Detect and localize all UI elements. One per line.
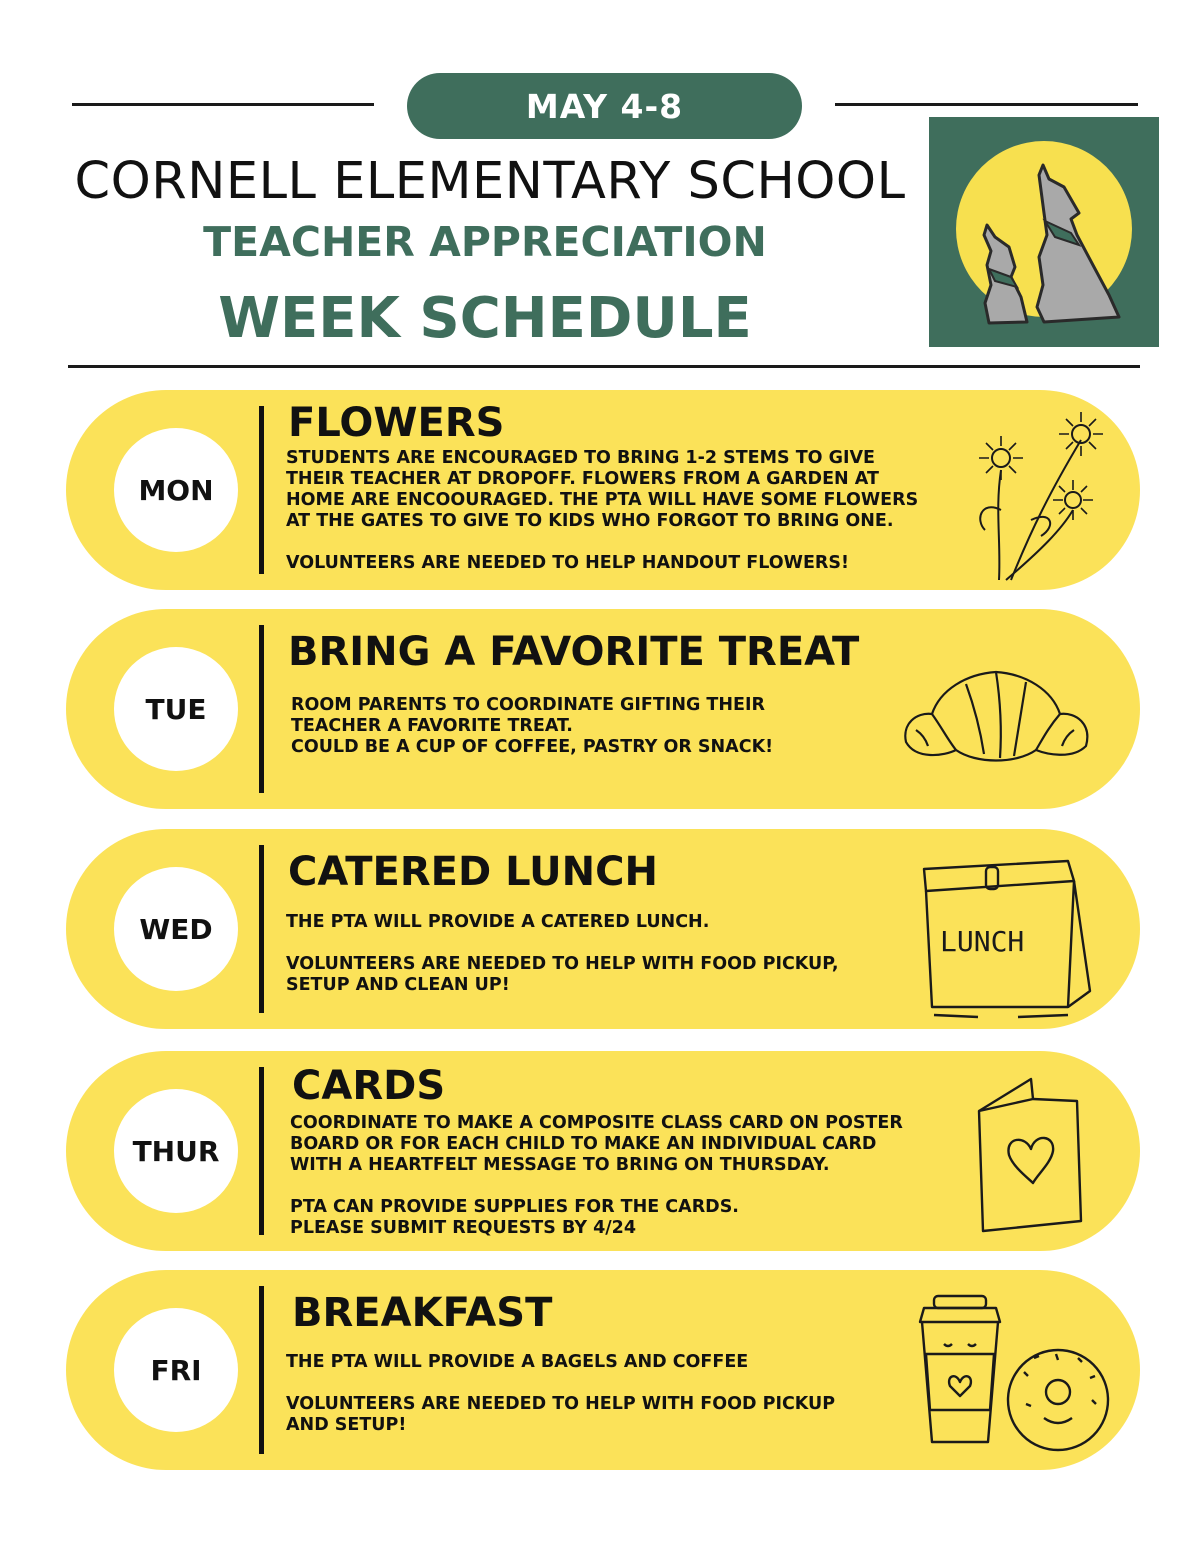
card-title: CATERED LUNCH bbox=[288, 849, 658, 895]
day-label: TUE bbox=[114, 647, 238, 771]
card-title: BREAKFAST bbox=[292, 1290, 553, 1336]
card-title: CARDS bbox=[292, 1063, 446, 1109]
card-divider bbox=[259, 406, 264, 574]
header-rule-left bbox=[72, 103, 374, 106]
sunflowers-icon bbox=[961, 400, 1111, 582]
card-description: ROOM PARENTS TO COORDINATE GIFTING THEIR TEACHER A FAVORITE TREAT. COULD BE A CUP OF COFFEE, PASTRY OR SNACK! bbox=[291, 695, 774, 757]
school-name: CORNELL ELEMENTARY SCHOOL bbox=[74, 152, 906, 211]
card-divider bbox=[259, 1286, 264, 1454]
header-rule-right bbox=[835, 103, 1138, 106]
schedule-card-wed bbox=[66, 829, 1140, 1029]
lunch-bag-icon bbox=[918, 851, 1098, 1021]
day-label: FRI bbox=[114, 1308, 238, 1432]
card-description: STUDENTS ARE ENCOURAGED TO BRING 1-2 STEMS TO GIVE THEIR TEACHER AT DROPOFF. FLOWERS FROM A GARDEN AT HOME ARE ENCOOURAGED. THE PTA WILL HAVE SOME FLOWERS AT THE GATES TO GIVE TO KIDS WHO FORGOT TO BRING ONE. VOLUNTEERS ARE NEEDED TO HELP HANDOUT FLOWERS! bbox=[286, 448, 919, 573]
howling-coyotes-icon bbox=[929, 117, 1159, 347]
greeting-card-icon bbox=[971, 1071, 1091, 1236]
schedule-card-fri bbox=[66, 1270, 1140, 1470]
card-description: THE PTA WILL PROVIDE A CATERED LUNCH. VOLUNTEERS ARE NEEDED TO HELP WITH FOOD PICKUP, SETUP AND CLEAN UP! bbox=[286, 912, 839, 995]
day-label: THUR bbox=[114, 1089, 238, 1213]
schedule-card-tue bbox=[66, 609, 1140, 809]
schedule-card-thur bbox=[66, 1051, 1140, 1251]
page-subtitle: TEACHER APPRECIATION bbox=[203, 218, 767, 266]
date-badge: MAY 4-8 bbox=[407, 73, 802, 139]
card-title: FLOWERS bbox=[288, 400, 505, 446]
day-label: MON bbox=[114, 428, 238, 552]
day-label: WED bbox=[114, 867, 238, 991]
school-logo bbox=[929, 117, 1159, 347]
card-description: THE PTA WILL PROVIDE A BAGELS AND COFFEE VOLUNTEERS ARE NEEDED TO HELP WITH FOOD PICKUP AND SETUP! bbox=[286, 1352, 836, 1435]
card-title: BRING A FAVORITE TREAT bbox=[288, 629, 860, 675]
coffee-donut-icon bbox=[906, 1292, 1116, 1452]
card-divider bbox=[259, 845, 264, 1013]
lunch-bag-label: LUNCH bbox=[940, 925, 1025, 958]
card-description: COORDINATE TO MAKE A COMPOSITE CLASS CARD ON POSTER BOARD OR FOR EACH CHILD TO MAKE AN INDIVIDUAL CARD WITH A HEARTFELT MESSAGE TO BRING ON THURSDAY. PTA CAN PROVIDE SUPPLIES FOR THE CARDS. PLEASE SUBMIT REQUESTS BY 4/24 bbox=[290, 1113, 903, 1238]
header-rule-bottom bbox=[68, 365, 1140, 368]
schedule-card-mon bbox=[66, 390, 1140, 590]
croissant-icon bbox=[896, 654, 1096, 774]
card-divider bbox=[259, 625, 264, 793]
page-title: WEEK SCHEDULE bbox=[218, 286, 752, 351]
card-divider bbox=[259, 1067, 264, 1235]
